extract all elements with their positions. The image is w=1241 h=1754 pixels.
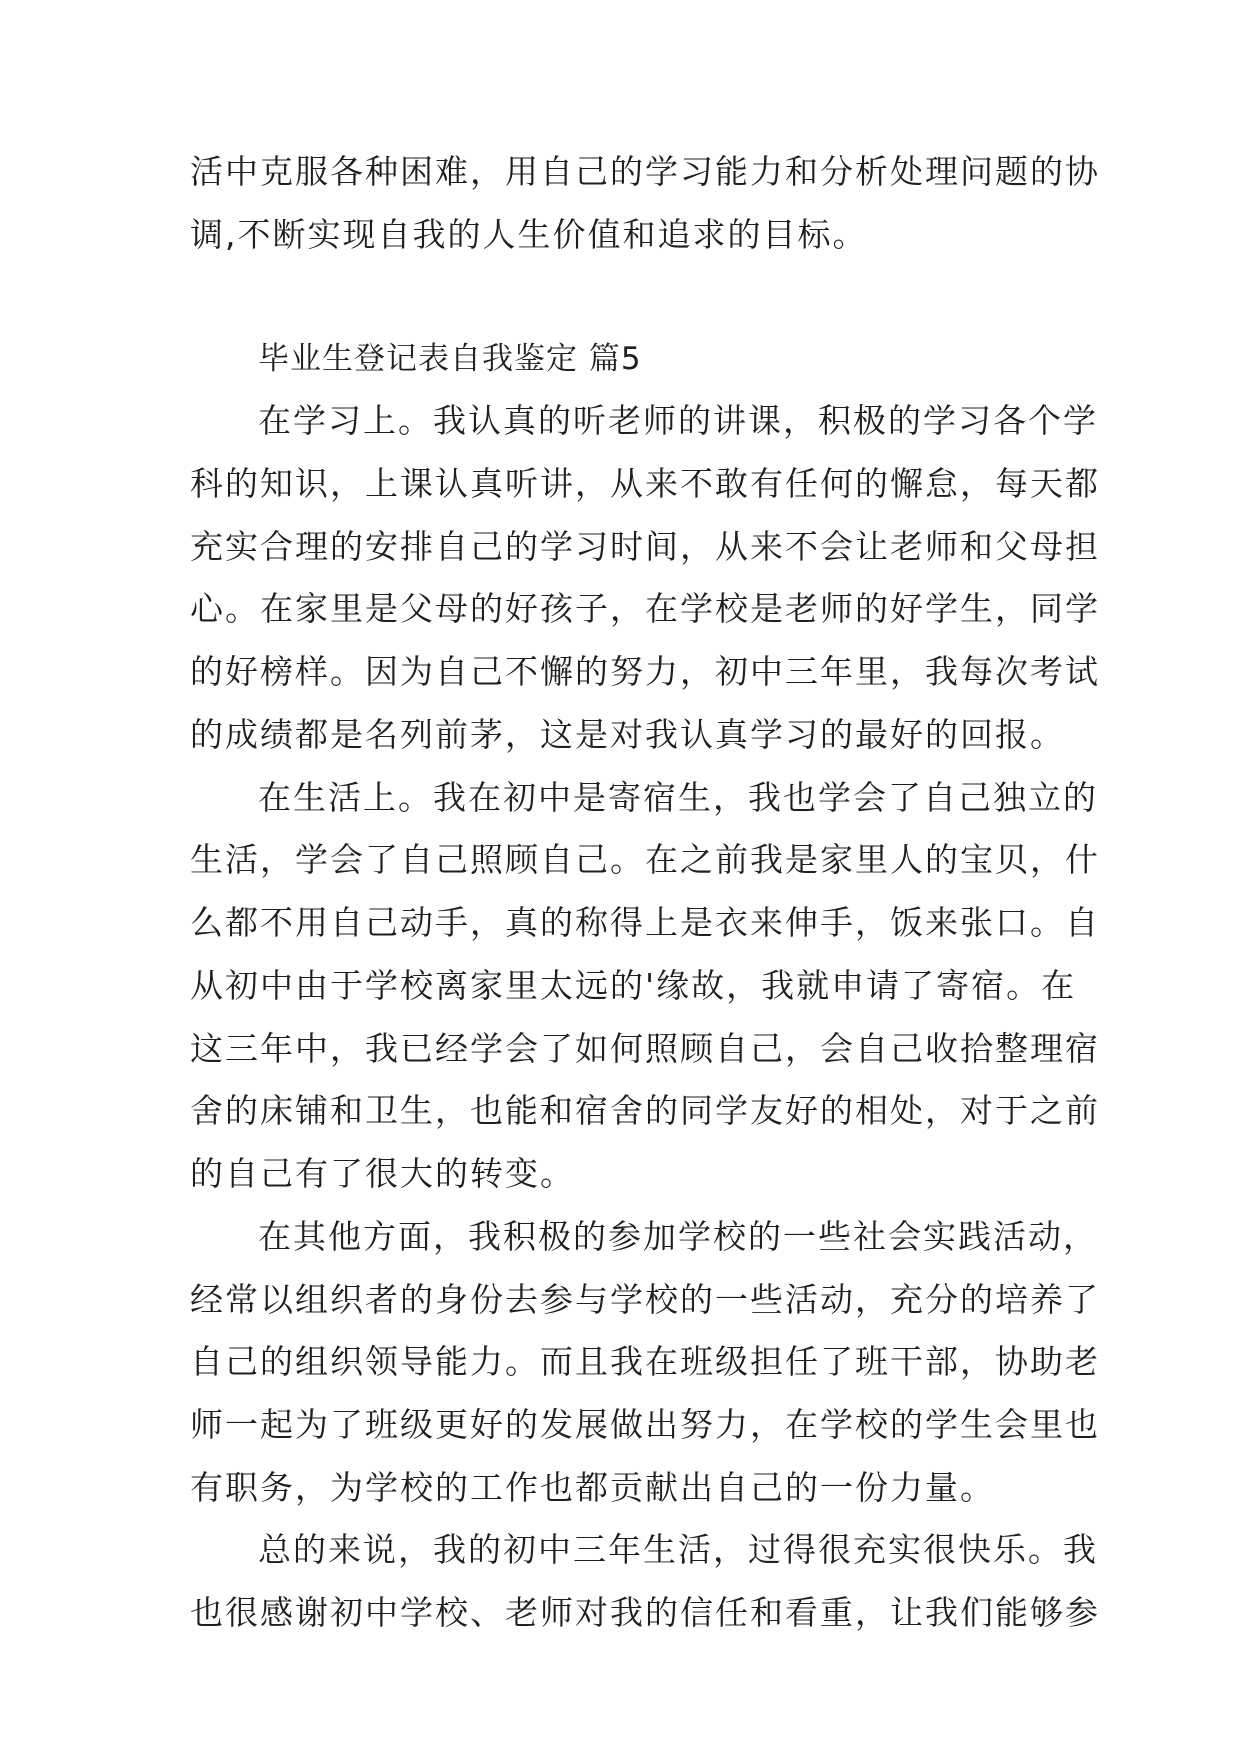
intro-line-1: 活中克服各种困难，用自己的学习能力和分析处理问题的协	[190, 152, 1100, 191]
paragraph-1-line-4: 心。在家里是父母的好孩子，在学校是老师的好学生，同学	[190, 589, 1100, 628]
section-heading: 毕业生登记表自我鉴定 篇5	[258, 341, 642, 377]
paragraph-2-line-5: 这三年中，我已经学会了如何照顾自己，会自己收拾整理宿	[190, 1029, 1100, 1068]
paragraph-2-line-6: 舍的床铺和卫生，也能和宿舍的同学友好的相处，对于之前	[190, 1091, 1100, 1130]
paragraph-3-line-3: 自己的组织领导能力。而且我在班级担任了班干部，协助老	[190, 1342, 1100, 1381]
paragraph-3-line-1: 在其他方面，我积极的参加学校的一些社会实践活动，	[258, 1217, 1098, 1256]
paragraph-4-line-2: 也很感谢初中学校、老师对我的信任和看重，让我们能够参	[190, 1593, 1100, 1632]
paragraph-1-line-2: 科的知识，上课认真听讲，从来不敢有任何的懈怠，每天都	[190, 464, 1100, 503]
paragraph-1-line-5: 的好榜样。因为自己不懈的努力，初中三年里，我每次考试	[190, 652, 1100, 691]
intro-line-2: 调,不断实现自我的人生价值和追求的目标。	[190, 215, 868, 254]
paragraph-2-line-4: 从初中由于学校离家里太远的'缘故，我就申请了寄宿。在	[190, 966, 1077, 1005]
paragraph-3-line-5: 有职务，为学校的工作也都贡献出自己的一份力量。	[190, 1468, 995, 1507]
paragraph-4-line-1: 总的来说，我的初中三年生活，过得很充实很快乐。我	[258, 1530, 1098, 1569]
paragraph-1-line-6: 的成绩都是名列前茅，这是对我认真学习的最好的回报。	[190, 715, 1065, 754]
paragraph-1-line-3: 充实合理的安排自己的学习时间，从来不会让老师和父母担	[190, 527, 1100, 566]
paragraph-2-line-2: 生活，学会了自己照顾自己。在之前我是家里人的宝贝，什	[190, 840, 1100, 879]
paragraph-1-line-1: 在学习上。我认真的听老师的讲课，积极的学习各个学	[258, 401, 1098, 440]
paragraph-2-line-1: 在生活上。我在初中是寄宿生，我也学会了自己独立的	[258, 778, 1098, 817]
paragraph-3-line-4: 师一起为了班级更好的发展做出努力，在学校的学生会里也	[190, 1405, 1100, 1444]
paragraph-2-line-7: 的自己有了很大的转变。	[190, 1154, 575, 1193]
paragraph-3-line-2: 经常以组织者的身份去参与学校的一些活动，充分的培养了	[190, 1280, 1100, 1319]
paragraph-2-line-3: 么都不用自己动手，真的称得上是衣来伸手，饭来张口。自	[190, 903, 1100, 942]
